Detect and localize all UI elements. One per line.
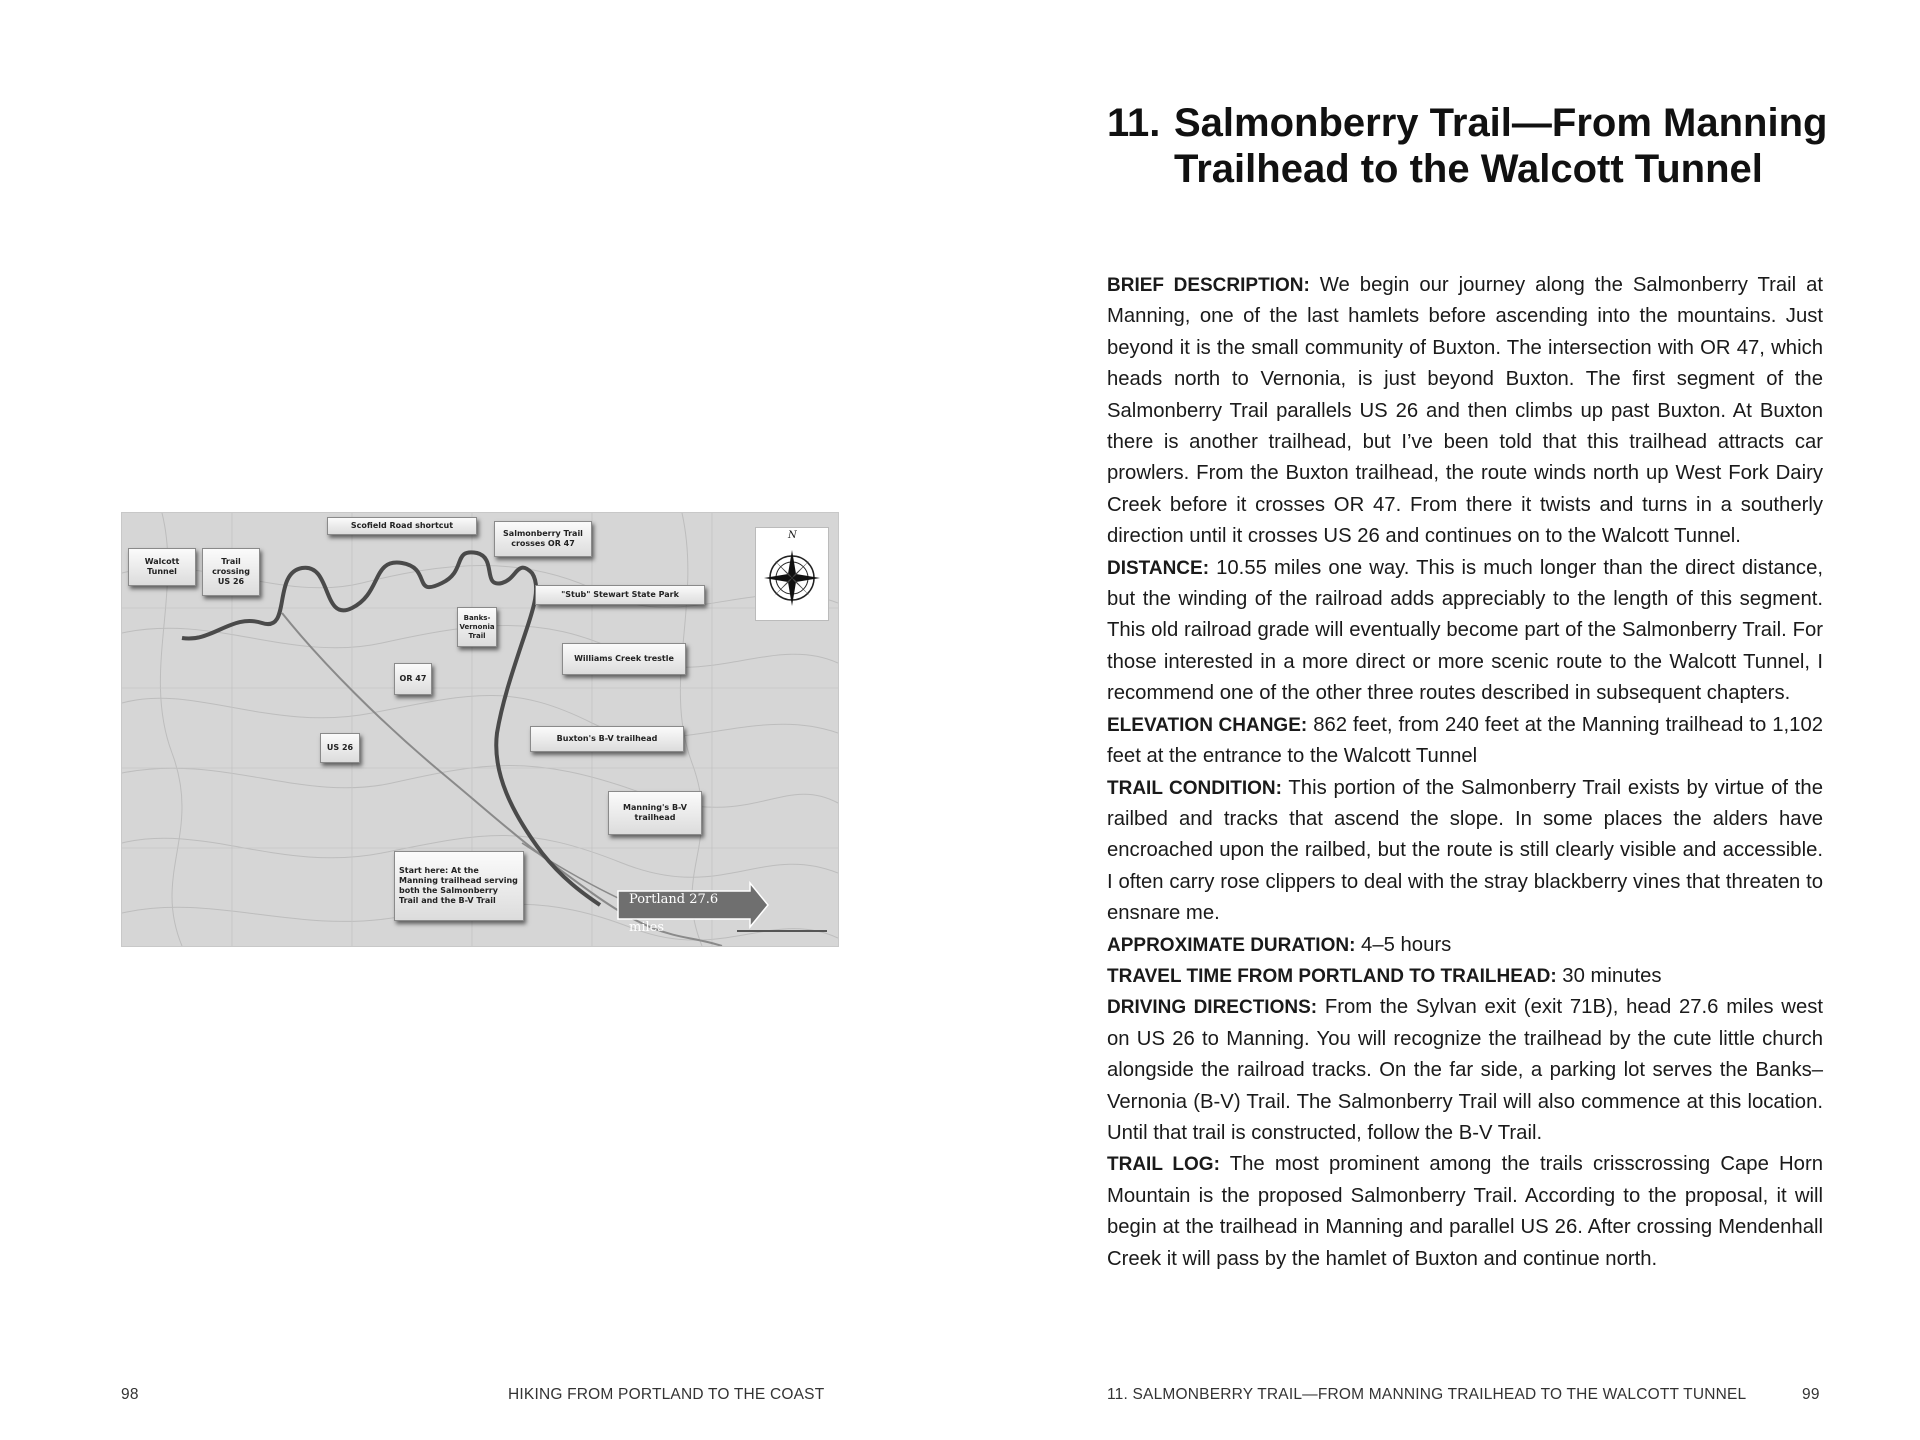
travel-time-paragraph (1107, 961, 1823, 992)
callout-salmonberry-crosses-or47: Salmonberry Trail crosses OR 47 (494, 521, 592, 557)
duration-paragraph (1107, 930, 1823, 961)
left-running-head: HIKING FROM PORTLAND TO THE COAST (508, 1386, 825, 1403)
callout-us26: US 26 (320, 733, 360, 763)
trail-description (1107, 270, 1823, 1275)
driving-directions-paragraph (1107, 992, 1823, 1149)
callout-scofield-road: Scofield Road shortcut (327, 517, 477, 535)
duration-label: APPROXIMATE DURATION: (1107, 934, 1356, 956)
callout-williams-creek: Williams Creek trestle (562, 643, 686, 675)
driving-directions-label: DRIVING DIRECTIONS: (1107, 997, 1318, 1019)
distance-paragraph (1107, 553, 1823, 710)
elevation-text: 862 feet, from 240 feet at the Manning trailhead to 1,102 feet at the entrance to the Walcott Tunnel (1107, 713, 1824, 768)
compass-rose (755, 527, 829, 621)
callout-walcott-tunnel: Walcott Tunnel (128, 548, 196, 586)
compass-icon (756, 528, 828, 620)
elevation-label: ELEVATION CHANGE: (1107, 714, 1308, 736)
callout-or47: OR 47 (394, 663, 432, 695)
callout-stub-stewart: "Stub" Stewart State Park (535, 585, 705, 605)
chapter-title: Salmonberry Trail—From Manning Trailhead to the Walcott Tunnel (1174, 101, 1828, 191)
driving-directions-text: From the Sylvan exit (exit 71B), head 27.6 miles west on US 26 to Manning. You will recognize the trailhead by the cute little church alongside the railroad tracks. On the far side, a parking lot serves the Banks–Vernonia (B-V) Trail. The Salmonberry Trail will also commence at this location. Until that trail is constructed, follow the B-V Trail. (1107, 996, 1823, 1144)
callout-banks-vernonia: Banks-Vernonia Trail (457, 607, 497, 647)
callout-buxton-bv-trailhead: Buxton's B-V trailhead (530, 726, 684, 752)
portland-distance-label: Portland 27.6 miles (629, 892, 719, 935)
chapter-number: 11. (1107, 101, 1161, 145)
travel-time-label: TRAVEL TIME FROM PORTLAND TO TRAILHEAD: (1107, 965, 1557, 987)
right-page-number: 99 (1802, 1386, 1820, 1403)
callout-trail-crossing-us26: Trail crossing US 26 (202, 548, 260, 596)
right-running-head: 11. SALMONBERRY TRAIL—FROM MANNING TRAILHEAD TO THE WALCOTT TUNNEL (1107, 1386, 1747, 1403)
brief-description-paragraph (1107, 270, 1823, 553)
trail-log-paragraph (1107, 1149, 1823, 1275)
distance-text: 10.55 miles one way. This is much longer than the direct distance, but the winding of the railroad adds appreciably to the length of this segment. This old railroad grade will eventually become part of the Salmonberry Trail. For those interested in a more direct or more scenic route to the Walcott Tunnel, I recommend one of the other three routes described in subsequent chapters. (1107, 556, 1823, 705)
callout-start-here: Start here: At the Manning trailhead serving both the Salmonberry Trail and the B-V Trail (394, 851, 524, 921)
condition-label: TRAIL CONDITION: (1107, 777, 1282, 799)
trail-log-label: TRAIL LOG: (1107, 1154, 1220, 1176)
elevation-paragraph (1107, 710, 1823, 773)
trail-map (121, 512, 839, 947)
condition-paragraph (1107, 773, 1823, 930)
distance-label: DISTANCE: (1107, 557, 1210, 579)
duration-text: 4–5 hours (1361, 933, 1452, 956)
travel-time-text: 30 minutes (1562, 964, 1662, 987)
trail-log-text: The most prominent among the trails crisscrossing Cape Horn Mountain is the proposed Salmonberry Trail. According to the proposal, it will begin at the trailhead in Manning and parallel US 26. After crossing Mendenhall Creek it will pass by the hamlet of Buxton and continue north. (1107, 1153, 1823, 1270)
condition-text: This portion of the Salmonberry Trail exists by virtue of the railbed and tracks that ascend the slope. In some places the alders have encroached upon the railbed, but the route is still clearly visible and accessible. I often carry rose clippers to deal with the stray blackberry vines that threaten to ensnare me. (1107, 776, 1823, 925)
brief-description-label: BRIEF DESCRIPTION: (1107, 275, 1310, 296)
left-page-number: 98 (121, 1386, 139, 1403)
compass-north-label: N (788, 530, 797, 541)
brief-description-text: We begin our journey along the Salmonberry Trail at Manning, one of the last hamlets before ascending into the mountains. Just beyond it is the small community of Buxton. The intersection with OR 47, which heads north to Vernonia, is just beyond Buxton. The first segment of the Salmonberry Trail parallels US 26 and then climbs up past Buxton. At Buxton there is another trailhead, but I’ve been told that this trailhead attracts car prowlers. From the Buxton trailhead, the route winds north up West Fork Dairy Creek before it crosses OR 47. From there it twists and turns in a southerly direction until it crosses US 26 and continues on to the Walcott Tunnel. (1107, 274, 1824, 548)
callout-manning-bv-trailhead: Manning's B-V trailhead (608, 791, 702, 835)
